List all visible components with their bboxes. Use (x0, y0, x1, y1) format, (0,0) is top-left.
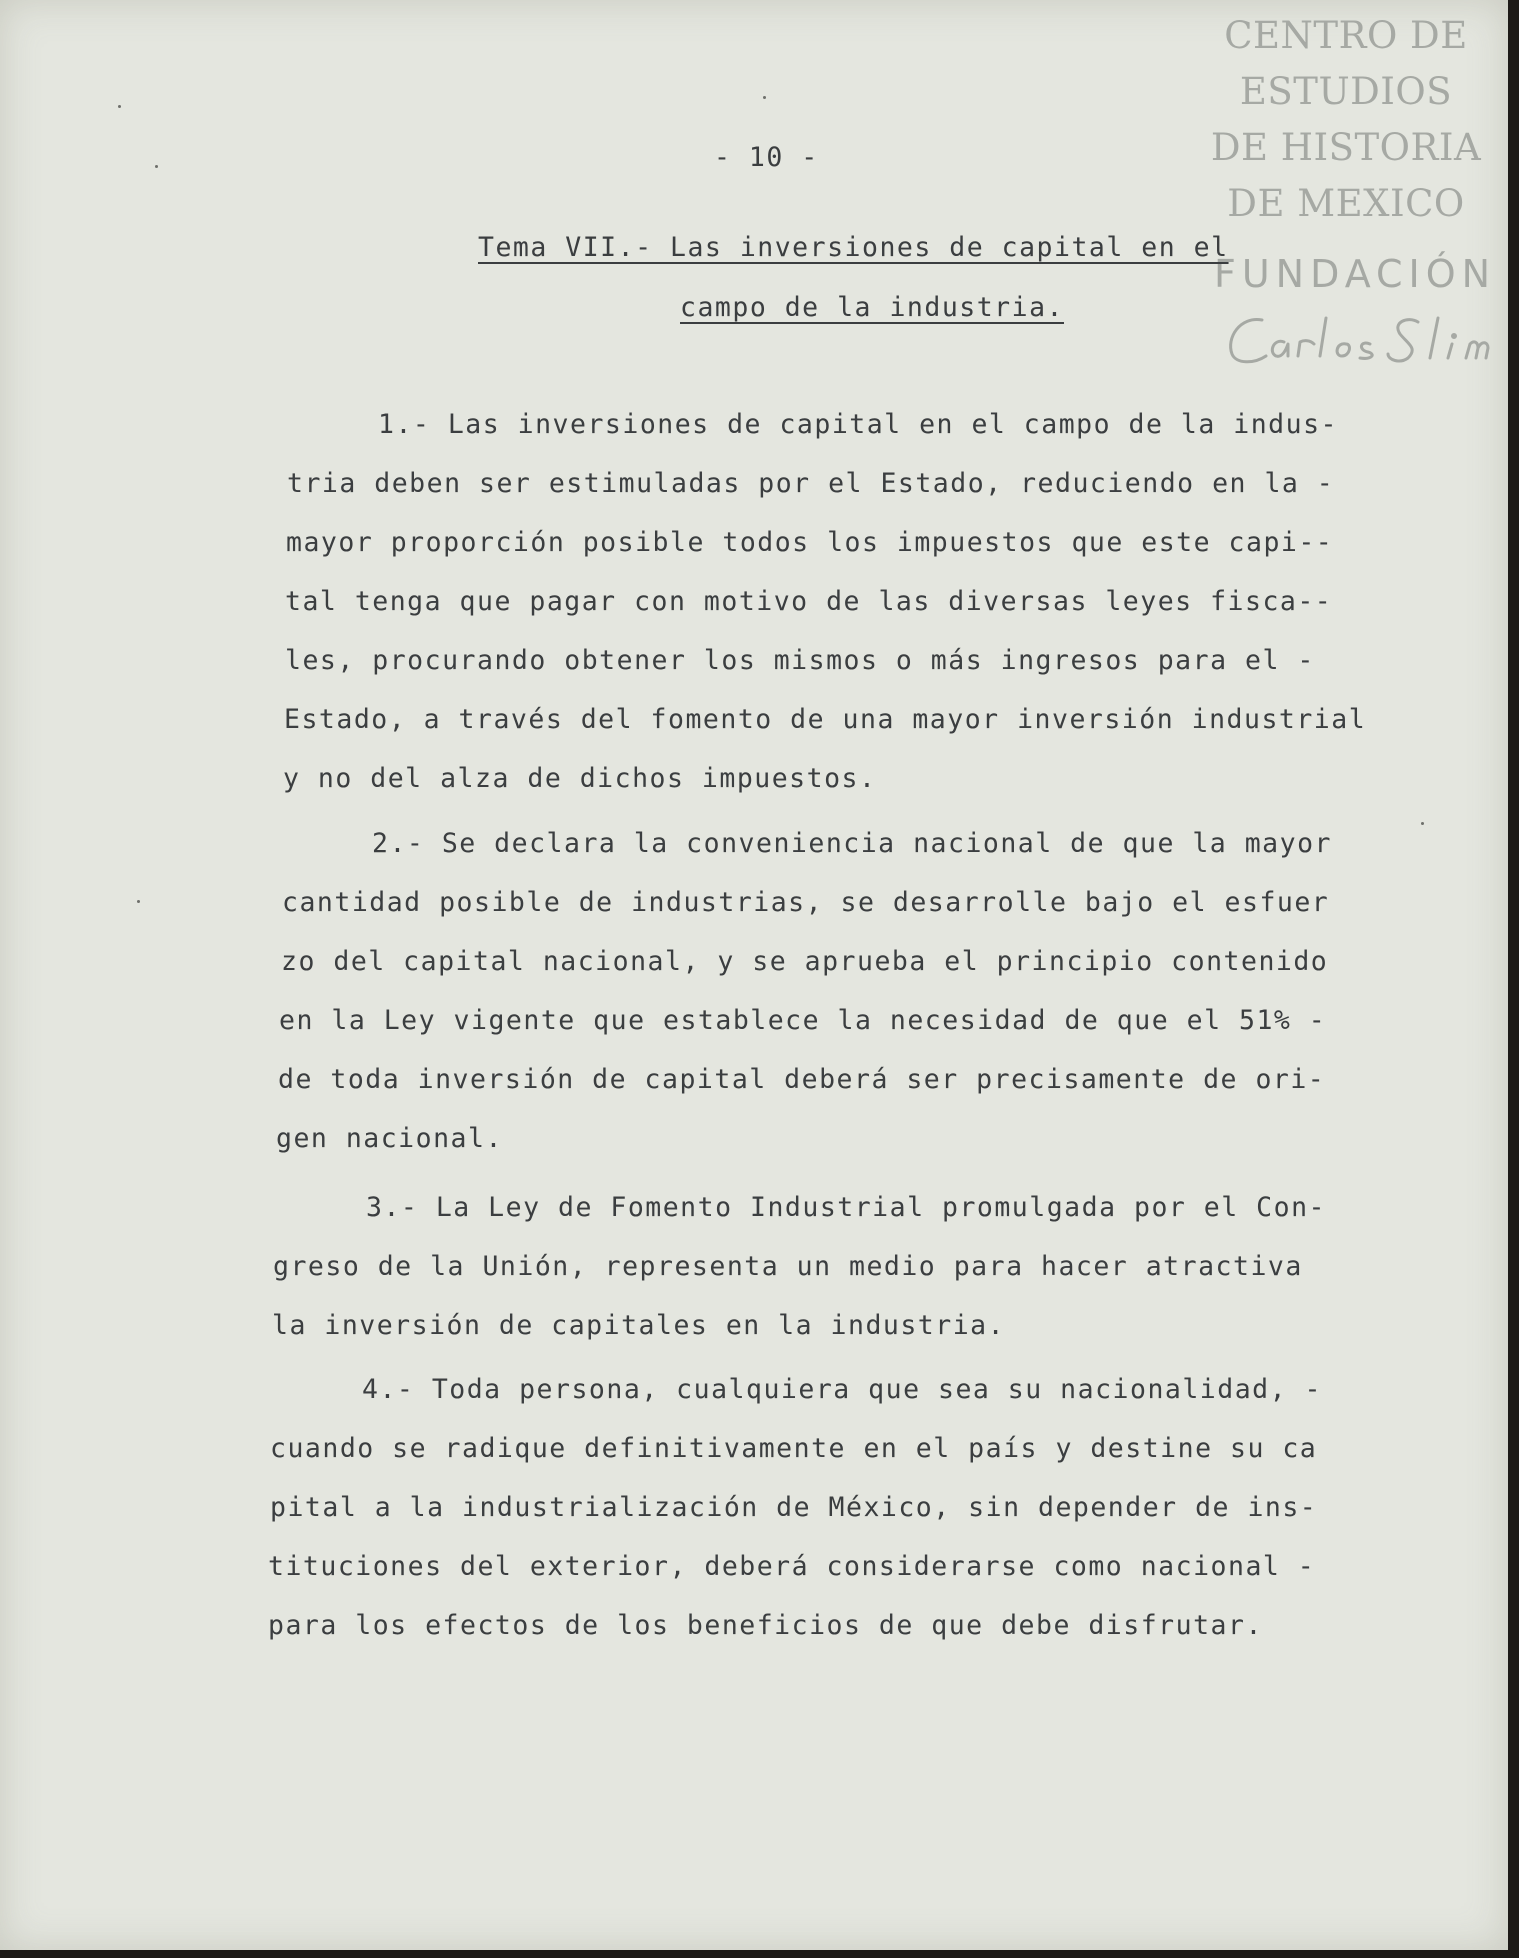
watermark-line: DE MEXICO (1227, 182, 1465, 225)
paper-speck (137, 900, 140, 903)
text-line: 4.- Toda persona, cualquiera que sea su nacionalidad, - (362, 1374, 1322, 1405)
text-line: pital a la industrialización de México, sin depender de ins- (270, 1492, 1318, 1523)
paper-speck (155, 165, 158, 168)
section-title-line-2: campo de la industria. (680, 292, 1064, 323)
watermark-line: CENTRO DE (1224, 14, 1468, 57)
watermark-line: ESTUDIOS (1239, 70, 1453, 113)
page-number: - 10 - (714, 142, 819, 173)
text-line: les, procurando obtener los mismos o más ingresos para el - (285, 645, 1315, 676)
paper-speck (118, 105, 121, 108)
text-line: mayor proporción posible todos los impuestos que este capi-- (286, 527, 1334, 558)
text-line: tituciones del exterior, deberá considerarse como nacional - (268, 1551, 1316, 1582)
text-line: y no del alza de dichos impuestos. (283, 763, 877, 794)
watermark-line: DE HISTORIA (1210, 126, 1482, 169)
paper-speck (763, 96, 766, 99)
text-line: cantidad posible de industrias, se desarrolle bajo el esfuer (282, 887, 1330, 918)
signature-logo (1222, 308, 1492, 378)
text-line: 2.- Se declara la conveniencia nacional de que la mayor (372, 828, 1332, 859)
text-line: de toda inversión de capital deberá ser precisamente de ori- (278, 1064, 1326, 1095)
watermark-fundacion: FUNDACIÓN (1214, 252, 1497, 296)
section-title-line-1: Tema VII.- Las inversiones de capital en el (478, 232, 1229, 263)
text-line: tal tenga que pagar con motivo de las diversas leyes fisca-- (285, 586, 1333, 617)
text-line: la inversión de capitales en la industria. (272, 1310, 1006, 1341)
text-line: 1.- Las inversiones de capital en el campo de la indus- (378, 409, 1338, 440)
text-line: greso de la Unión, representa un medio para hacer atractiva (273, 1251, 1303, 1282)
text-line: 3.- La Ley de Fomento Industrial promulgada por el Con- (366, 1192, 1326, 1223)
scan-edge-right (1508, 0, 1519, 1958)
text-line: para los efectos de los beneficios de que debe disfrutar. (268, 1610, 1263, 1641)
text-line: gen nacional. (276, 1123, 503, 1154)
text-line: zo del capital nacional, y se aprueba el principio contenido (281, 946, 1329, 977)
text-line: en la Ley vigente que establece la necesidad de que el 51% - (279, 1005, 1327, 1036)
text-line: tria deben ser estimuladas por el Estado, reduciendo en la - (287, 468, 1335, 499)
text-line: cuando se radique definitivamente en el país y destine su ca (270, 1433, 1318, 1464)
paper-speck (1421, 822, 1424, 825)
text-line: Estado, a través del fomento de una mayor inversión industrial (284, 704, 1367, 735)
archive-watermark (1196, 8, 1496, 232)
scan-edge-bottom (0, 1950, 1519, 1958)
